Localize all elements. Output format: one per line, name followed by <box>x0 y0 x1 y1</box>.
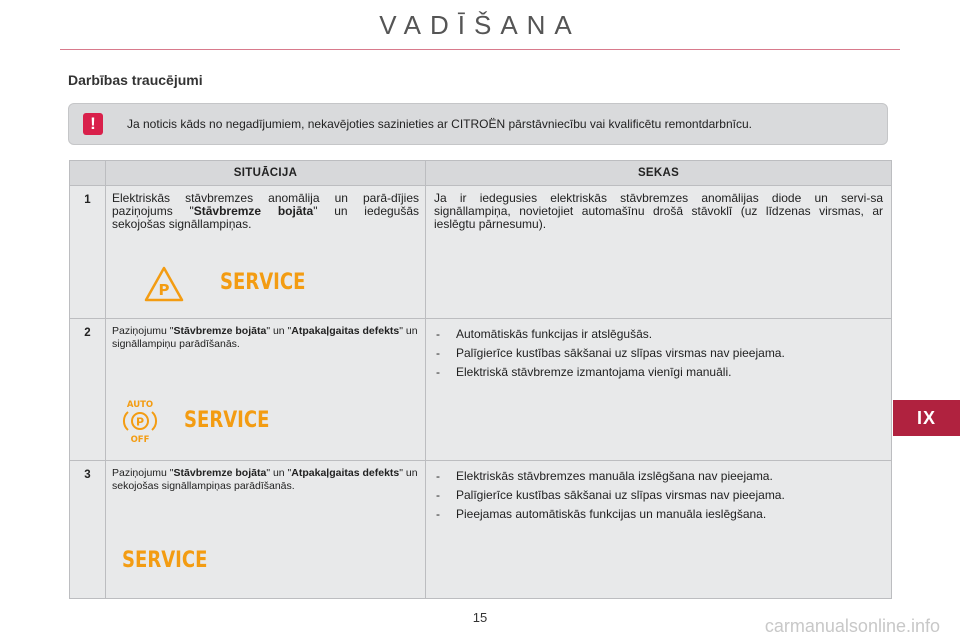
list-item: - Elektriskās stāvbremzes manuāla izslēgšana nav pieejama. <box>434 469 883 483</box>
warning-lamps <box>106 542 425 582</box>
consequence-text: Ja ir iedegusies elektriskās stāvbremzes anomālijas diode un servi-sa signāllampiņa, novietojiet automašīnu drošā stāvoklī (uz līdzenas virsmas, ar ieslēgtu pārnesumu). <box>434 191 883 231</box>
title-divider <box>60 49 900 50</box>
p-letter: P <box>135 415 145 429</box>
warning-lamps <box>106 400 425 444</box>
warning-box <box>68 103 888 145</box>
situation-text: Paziņojumu "Stāvbremze bojāta" un "Atpakaļgaitas defekts" un signāllampiņu parādīšanās. <box>112 325 418 350</box>
situation-text: Elektriskās stāvbremzes anomālija un parā-dījies paziņojums "Stāvbremze bojāta" un iedegušās sekojošas signāllampiņas. <box>112 191 420 231</box>
situation-text: Paziņojumu "Stāvbremze bojāta" un "Atpakaļgaitas defekts" un sekojošas signāllampiņas parādīšanās. <box>112 467 418 492</box>
warning-text: Ja noticis kāds no negadījumiem, nekavējoties sazinieties ar CITROËN pārstāvniecību vai kvalificētu remontdarbnīcu. <box>127 117 752 131</box>
situation-cell <box>106 461 426 599</box>
list-item: - Automātiskās funkcijas ir atslēgušās. <box>434 327 883 341</box>
service-icon: SERVICE <box>122 548 208 573</box>
auto-off-parking-icon <box>120 398 160 444</box>
table-row <box>70 461 892 599</box>
consequence-list <box>434 327 883 379</box>
header-consequence: SEKAS <box>426 161 892 186</box>
chapter-tab[interactable]: IX <box>893 400 960 436</box>
header-situation: SITUĀCIJA <box>106 161 426 186</box>
header-number <box>70 161 106 186</box>
list-item: - Palīgierīce kustības sākšanai uz slīpas virsmas nav pieejama. <box>434 488 883 502</box>
exclamation-warning-icon: ! <box>83 113 103 135</box>
situation-cell <box>106 186 426 319</box>
warning-lamps <box>106 264 425 304</box>
p-letter: P <box>158 281 170 299</box>
consequence-list <box>434 469 883 521</box>
list-item: - Palīgierīce kustības sākšanai uz slīpas virsmas nav pieejama. <box>434 346 883 360</box>
service-icon: SERVICE <box>220 270 306 295</box>
row-number: 1 <box>70 186 106 319</box>
consequence-cell <box>426 319 892 461</box>
fault-table <box>69 160 892 599</box>
table-row <box>70 186 892 319</box>
consequence-cell <box>426 186 892 319</box>
watermark: carmanualsonline.info <box>764 616 940 636</box>
row-number: 3 <box>70 461 106 599</box>
table-header-row <box>70 161 892 186</box>
page-title: VADĪŠANA <box>379 10 581 40</box>
situation-cell <box>106 319 426 461</box>
consequence-cell <box>426 461 892 599</box>
table-row <box>70 319 892 461</box>
auto-label: AUTO <box>126 400 154 410</box>
service-icon: SERVICE <box>184 408 270 433</box>
list-item: - Elektriskā stāvbremze izmantojama vienīgi manuāli. <box>434 365 883 379</box>
row-number: 2 <box>70 319 106 461</box>
parking-brake-fault-icon <box>144 266 184 302</box>
list-item: - Pieejamas automātiskās funkcijas un manuāla ieslēgšana. <box>434 507 883 521</box>
off-label: OFF <box>130 435 150 444</box>
section-heading: Darbības traucējumi <box>68 72 203 88</box>
page-number: 15 <box>472 610 488 625</box>
